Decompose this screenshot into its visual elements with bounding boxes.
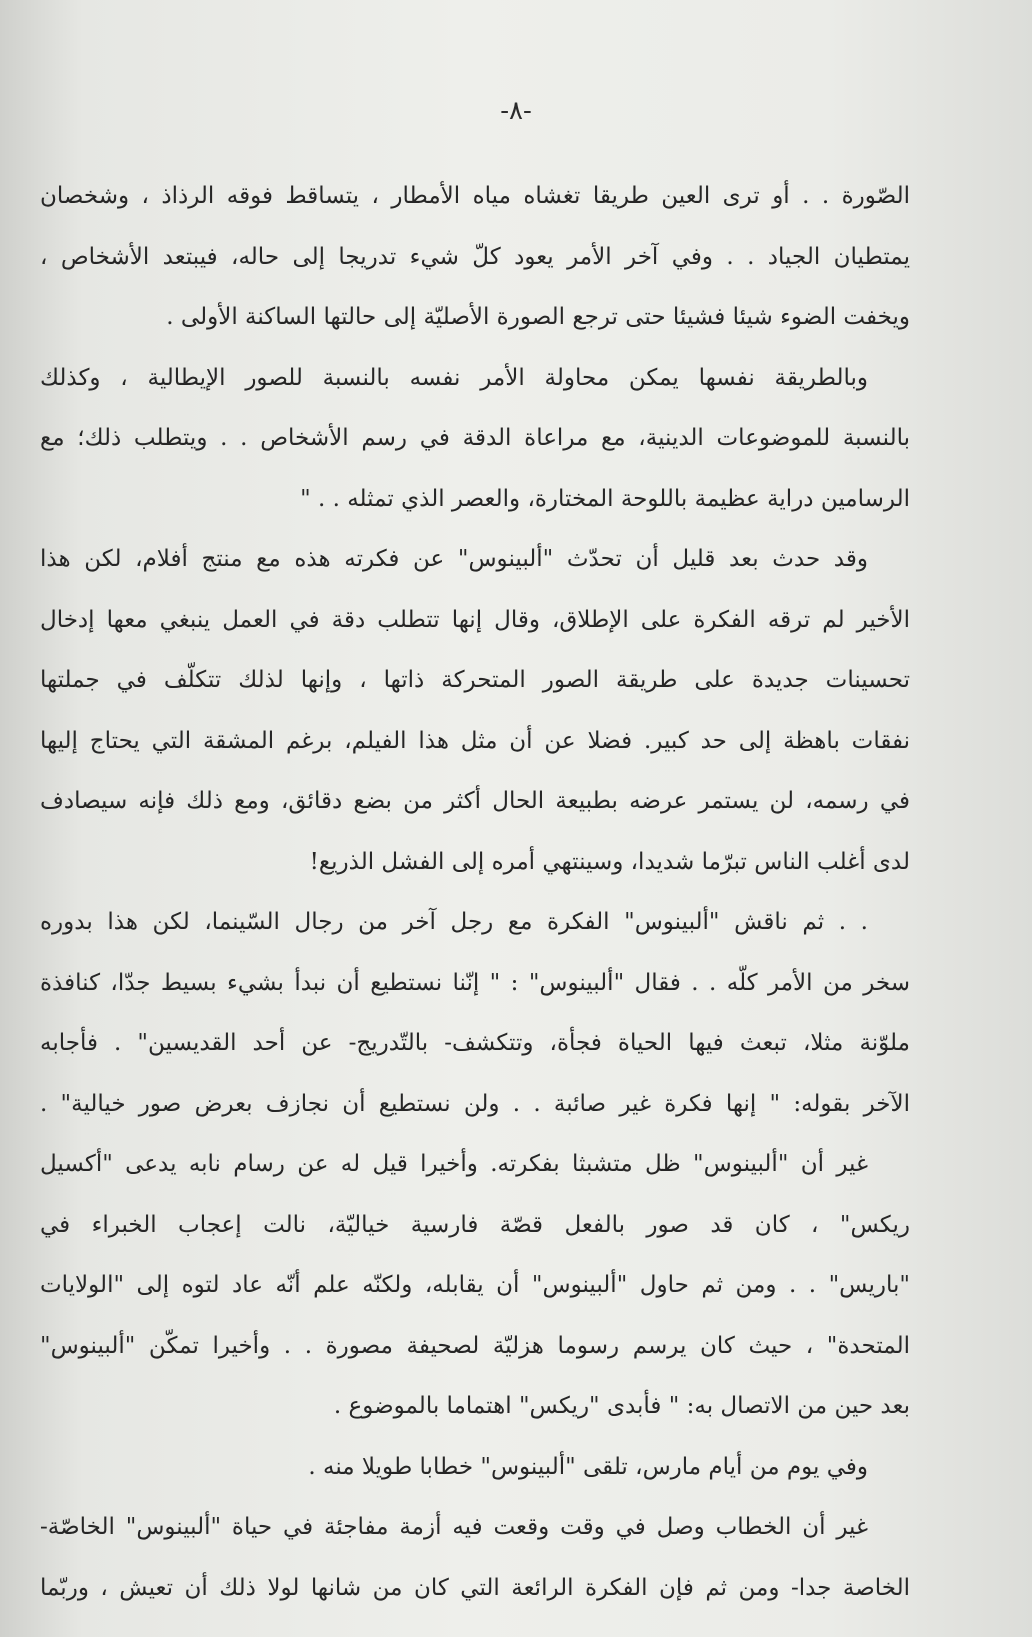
page-number: -٨-: [500, 96, 532, 126]
text-line: الأخير لم ترقه الفكرة على الإطلاق، وقال إنها تتطلب دقة في العمل ينبغي معها إدخال: [40, 606, 910, 633]
text-line: في رسمه، لن يستمر عرضه بطبيعة الحال أكثر من بضع دقائق، ومع ذلك فإنه سيصادف: [40, 788, 910, 814]
text-line: غير أن الخطاب وصل في وقت وقعت فيه أزمة مفاجئة في حياة "ألبينوس" الخاصّة-: [40, 1514, 868, 1540]
text-line: ملوّنة مثلا، تبعث فيها الحياة فجأة، وتتكشف- بالتّدريج- عن أحد القديسين" . فأجابه: [40, 1030, 910, 1056]
text-line: تحسينات جديدة على طريقة الصور المتحركة ذاتها ، وإنها لذلك تتكلّف في جملتها: [40, 667, 910, 693]
text-line: الآخر بقوله: " إنها فكرة غير صائبة . . ولن نستطيع أن نجازف بعرض صور خيالية" .: [40, 1090, 910, 1117]
text-line: وفي يوم من أيام مارس، تلقى "ألبينوس" خطابا طويلا منه .: [308, 1453, 868, 1480]
text-line: الرسامين دراية عظيمة باللوحة المختارة، والعصر الذي تمثله . . ": [300, 485, 910, 512]
body-text: [40, 166, 910, 1618]
text-line: سخر من الأمر كلّه . . فقال "ألبينوس" : " إنّنا نستطيع أن نبدأ بشيء بسيط جدّا، كنافذة: [40, 969, 910, 996]
text-line: وقد حدث بعد قليل أن تحدّث "ألبينوس" عن فكرته هذه مع منتج أفلام، لكن هذا: [40, 546, 868, 572]
text-line: يمتطيان الجياد . . وفي آخر الأمر يعود كلّ شيء تدريجا إلى حاله، فيبتعد الأشخاص ،: [40, 243, 910, 270]
text-line: نفقات باهظة إلى حد كبير. فضلا عن أن مثل هذا الفيلم، برغم المشقة التي يحتاج إليها: [40, 727, 910, 754]
text-line: ويخفت الضوء شيئا فشيئا حتى ترجع الصورة الأصليّة إلى حالتها الساكنة الأولى .: [166, 304, 910, 330]
text-line: وبالطريقة نفسها يمكن محاولة الأمر نفسه بالنسبة للصور الإيطالية ، وكذلك: [40, 364, 868, 391]
text-line: ريكس" ، كان قد صور بالفعل قصّة فارسية خياليّة، نالت إعجاب الخبراء في: [40, 1211, 910, 1238]
text-line: لدى أغلب الناس تبرّما شديدا، وسينتهي أمره إلى الفشل الذريع!: [309, 848, 910, 875]
text-line: . . ثم ناقش "ألبينوس" الفكرة مع رجل آخر من رجال السّينما، لكن هذا بدوره: [40, 909, 868, 935]
text-line: الصّورة . . أو ترى العين طريقا تغشاه مياه الأمطار ، يتساقط فوقه الرذاذ ، وشخصان: [40, 183, 910, 209]
text-line: غير أن "ألبينوس" ظل متشبثا بفكرته. وأخيرا قيل له عن رسام نابه يدعى "أكسيل: [40, 1151, 868, 1177]
text-line: بعد حين من الاتصال به: " فأبدى "ريكس" اهتماما بالموضوع .: [333, 1393, 910, 1419]
text-line: بالنسبة للموضوعات الدينية، مع مراعاة الدقة في رسم الأشخاص . . ويتطلب ذلك؛ مع: [40, 425, 910, 451]
text-line: "باريس" . . ومن ثم حاول "ألبينوس" أن يقابله، ولكنّه علم أنّه عاد لتوه إلى "الولايات: [40, 1272, 910, 1298]
text-line: الخاصة جدا- ومن ثم فإن الفكرة الرائعة التي كان من شانها لولا ذلك أن تعيش ، وربّما: [40, 1574, 910, 1601]
text-line: المتحدة" ، حيث كان يرسم رسوما هزليّة لصحيفة مصورة . . وأخيرا تمكّن "ألبينوس": [40, 1332, 910, 1359]
